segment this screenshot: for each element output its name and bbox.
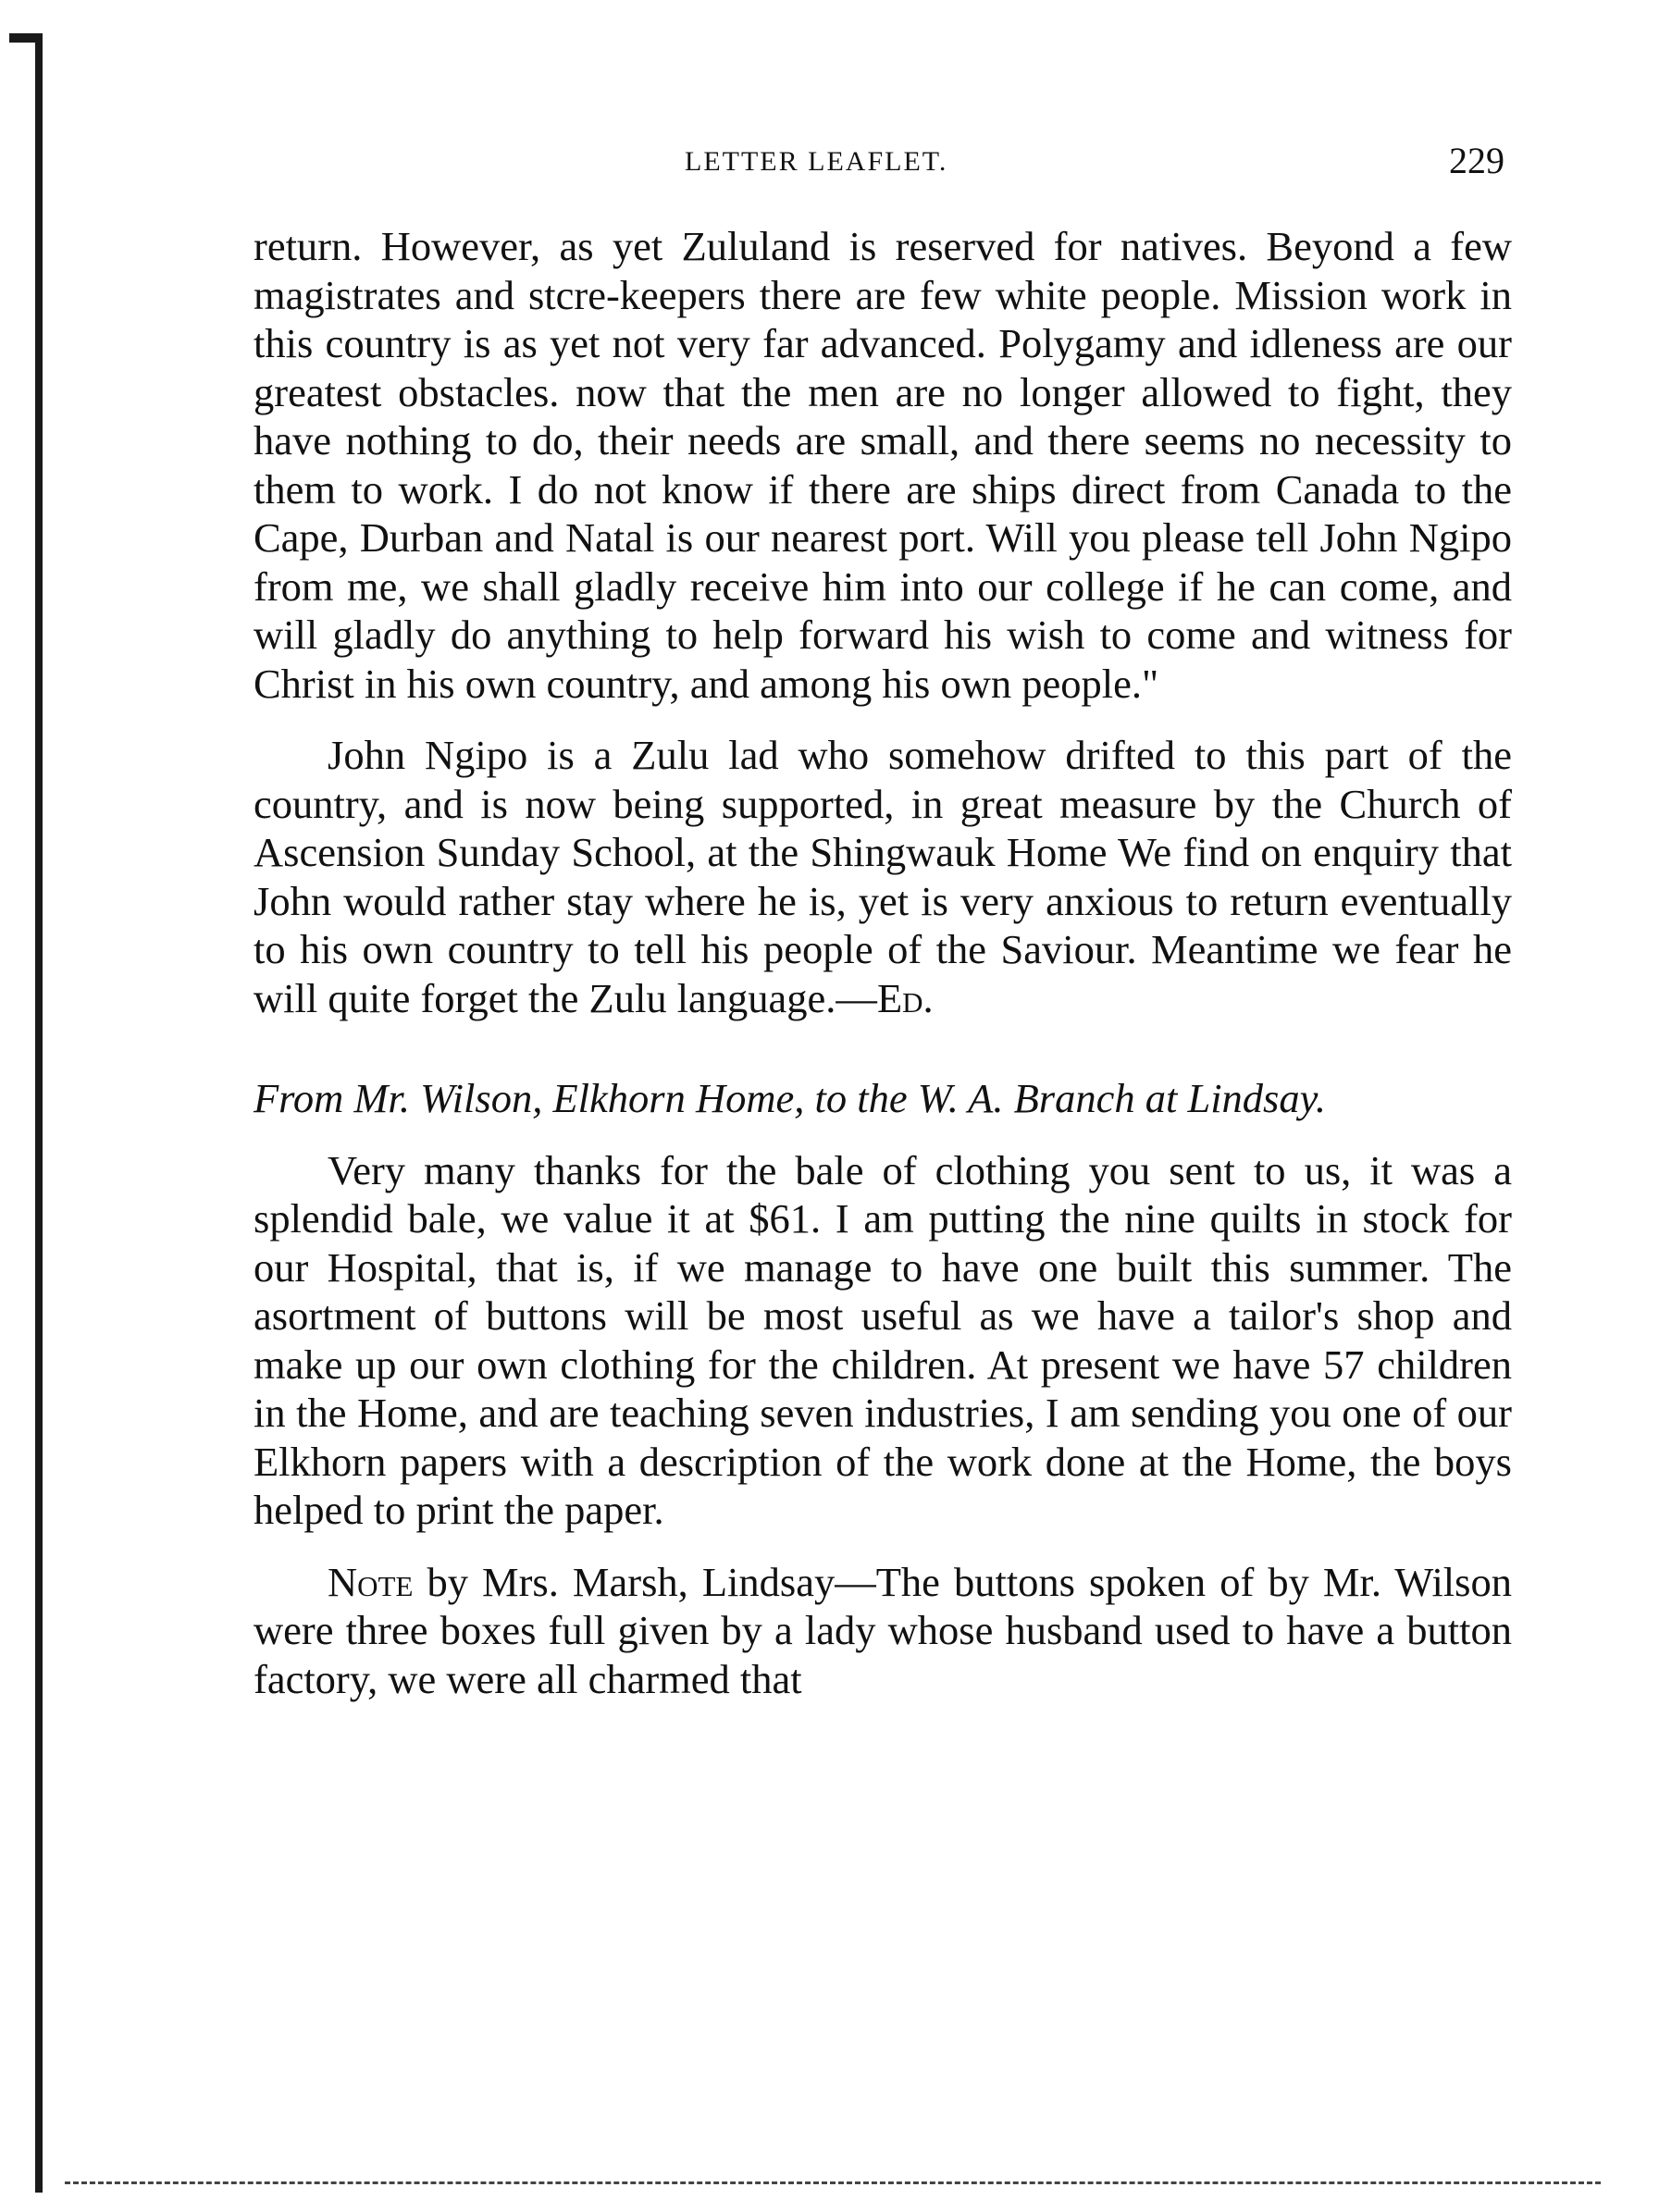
editor-note-text: John Ngipo is a Zulu lad who somehow drifted to this part of the country, and is now being supported, in great measure by the Church of Ascension Sunday School, at the Shingwauk Home We find on enquiry that John would rather stay where he is, yet is very anxious to return eventually to his own country to tell his people of the Saviour. Meantime we fear he will quite forget the Zulu language.— <box>254 732 1512 1021</box>
letter-heading: From Mr. Wilson, Elkhorn Home, to the W. A. Branch at Lindsay. <box>254 1075 1327 1121</box>
body-text <box>254 222 1512 1703</box>
editor-signature: Ed. <box>876 974 934 1021</box>
marsh-note-paragraph <box>254 1558 1512 1704</box>
letter-continuation-paragraph: return. However, as yet Zululand is reserved for natives. Beyond a few magistrates and stcre-keepers there are few white people. Mission work in this country is as yet not very far advanced. Polygamy and idleness are our greatest obstacles. now that the men are no longer allowed to fight, they have nothing to do, their needs are small, and there seems no necessity to them to work. I do not know if there are ships direct from Canada to the Cape, Durban and Natal is our nearest port. Will you please tell John Ngipo from me, we shall gladly receive him into our college if he can come, and will gladly do anything to help forward his wish to come and witness for Christ in his own country, and among his own people." <box>254 223 1512 707</box>
page-number: 229 <box>1449 140 1504 181</box>
running-title: LETTER LEAFLET. <box>685 146 948 177</box>
binding-edge <box>35 37 43 2193</box>
note-lead: Note <box>328 1558 414 1605</box>
note-text: by Mrs. Marsh, Lindsay—The buttons spoken of by Mr. Wilson were three boxes full given by a lady whose husband used to have a button factory, we were all charmed that <box>254 1558 1512 1702</box>
page-header <box>250 139 1517 194</box>
editor-note-paragraph <box>254 731 1512 1022</box>
wilson-letter-paragraph: Very many thanks for the bale of clothing you sent to us, it was a splendid bale, we value it at $61. I am putting the nine quilts in stock for our Hospital, that is, if we manage to have one built this summer. The asortment of buttons will be most useful as we have a tailor's shop and make up our own clothing for the children. At present we have 57 children in the Home, and are teaching seven industries, I am sending you one of our Elkhorn papers with a description of the work done at the Home, the boys helped to print the paper. <box>254 1146 1512 1533</box>
page-foot-rule <box>65 2181 1601 2184</box>
binding-edge-mark <box>9 33 43 43</box>
